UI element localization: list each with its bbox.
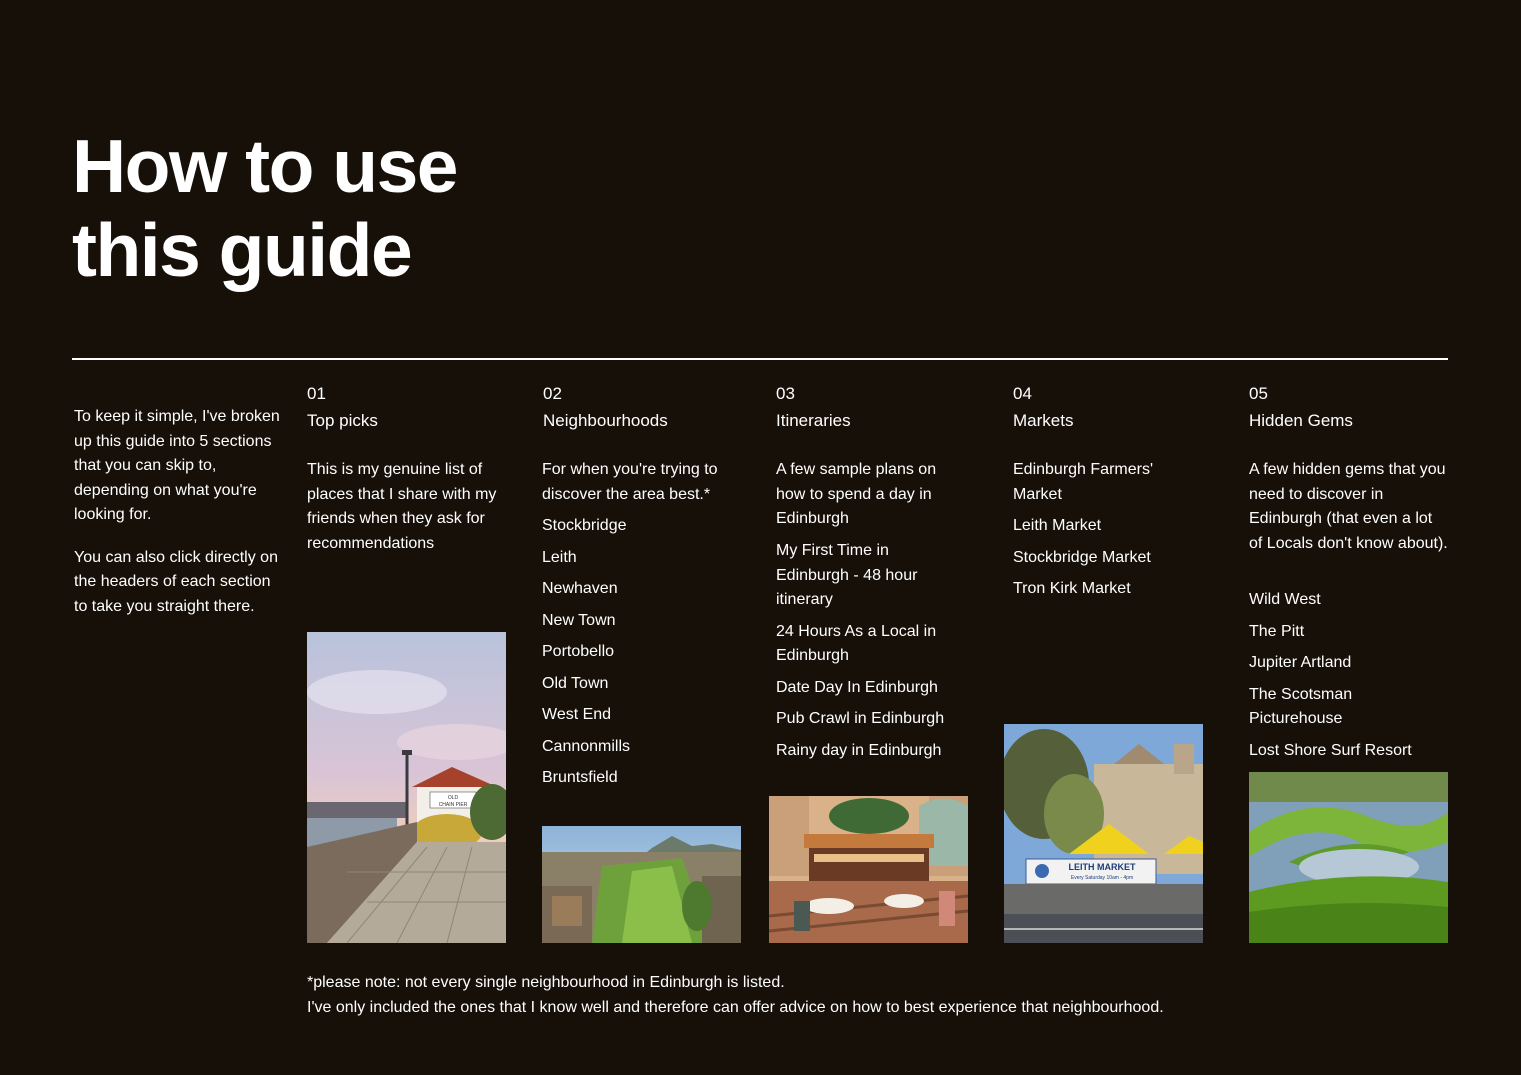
pier-sign-line-1: OLD: [447, 795, 459, 801]
section-number: 02: [543, 384, 562, 403]
list-item-new-town[interactable]: New Town: [542, 611, 616, 629]
leith-market-photo: [1004, 724, 1203, 943]
section-description: For when you're trying to discover the area best.*: [542, 461, 718, 503]
footnote-line-2: I've only included the ones that I know well and therefore can offer advice on how to best experience that neighbourhood.: [307, 999, 1164, 1016]
list-item-newhaven[interactable]: Newhaven: [542, 580, 618, 597]
section-neighbourhoods: [542, 380, 718, 786]
aerial-park-illustration: [542, 826, 741, 943]
section-hidden-gems: [1249, 380, 1448, 759]
landform-photo: [1249, 772, 1448, 943]
list-item-date-day[interactable]: Date Day In Edinburgh: [776, 678, 938, 696]
restaurant-interior-photo: [769, 796, 968, 943]
hidden-gems-list: [1249, 588, 1449, 770]
list-item-wild-west[interactable]: Wild West: [1249, 591, 1321, 608]
section-header-itineraries[interactable]: Itineraries: [776, 411, 851, 430]
section-header-hidden-gems[interactable]: Hidden Gems: [1249, 411, 1353, 430]
list-item-lost-shore[interactable]: Lost Shore Surf Resort: [1249, 741, 1412, 759]
list-item-portobello[interactable]: Portobello: [542, 643, 615, 660]
list-item-old-town[interactable]: Old Town: [542, 674, 609, 692]
pier-illustration: [307, 632, 506, 943]
section-description: A few sample plans on how to spend a day in Edinburgh: [776, 461, 937, 527]
section-header-markets[interactable]: Markets: [1013, 411, 1074, 430]
pier-sign-line-2: CHAIN PIER: [438, 802, 468, 808]
list-item-pub-crawl[interactable]: Pub Crawl in Edinburgh: [776, 710, 945, 727]
intro-paragraph-1: To keep it simple, I've broken up this guide into 5 sections that you can skip to, depending on what you're looking for.: [74, 408, 280, 523]
section-number: 04: [1013, 384, 1032, 403]
intro-paragraph-2: You can also click directly on the headers of each section to take you straight there.: [74, 548, 278, 615]
aerial-park-photo: [542, 826, 741, 943]
itinerary-list: [776, 539, 956, 770]
list-item-stockbridge[interactable]: Stockbridge: [542, 517, 627, 534]
section-number: 03: [776, 384, 795, 403]
divider: [72, 358, 1448, 360]
list-item-24-hours-local[interactable]: 24 Hours As a Local in Edinburgh: [776, 622, 937, 664]
section-description: A few hidden gems that you need to discover in Edinburgh (that even a lot of Locals don't know about).: [1249, 461, 1448, 552]
section-number: 01: [307, 384, 326, 403]
list-item-bruntsfield[interactable]: Bruntsfield: [542, 769, 618, 786]
section-itineraries: [776, 380, 945, 759]
list-item-cannonmills[interactable]: Cannonmills: [542, 737, 631, 755]
list-item-leith-market[interactable]: Leith Market: [1013, 517, 1102, 534]
neighbourhood-list: [542, 514, 747, 798]
leith-market-illustration: [1004, 724, 1203, 943]
section-header-top-picks[interactable]: Top picks: [307, 411, 378, 430]
list-item-stockbridge-market[interactable]: Stockbridge Market: [1013, 548, 1151, 566]
section-markets: [1013, 380, 1153, 597]
restaurant-interior-illustration: [769, 796, 968, 943]
page-title: [72, 124, 592, 292]
footnote: [307, 970, 1164, 1020]
section-top-picks: [307, 380, 497, 552]
intro-text: [74, 405, 284, 637]
list-item-leith[interactable]: Leith: [542, 548, 577, 566]
section-header-neighbourhoods[interactable]: Neighbourhoods: [543, 411, 668, 430]
list-item-farmers-market[interactable]: Edinburgh Farmers' Market: [1013, 461, 1153, 503]
title-line-2: this guide: [72, 208, 412, 292]
list-item-rainy-day[interactable]: Rainy day in Edinburgh: [776, 741, 942, 759]
pier-photo: [307, 632, 506, 943]
list-item-scotsman-picturehouse[interactable]: The Scotsman Picturehouse: [1249, 685, 1353, 727]
list-item-west-end[interactable]: West End: [542, 706, 612, 723]
section-number: 05: [1249, 384, 1268, 403]
list-item-jupiter-artland[interactable]: Jupiter Artland: [1249, 654, 1352, 671]
market-banner-title: LEITH MARKET: [1068, 862, 1136, 872]
footnote-line-1: *please note: not every single neighbourhood in Edinburgh is listed.: [307, 974, 785, 991]
section-description: This is my genuine list of places that I share with my friends when they ask for recommendations: [307, 461, 497, 552]
list-item-the-pitt[interactable]: The Pitt: [1249, 622, 1305, 640]
market-list: [1013, 458, 1173, 609]
list-item-tron-kirk-market[interactable]: Tron Kirk Market: [1013, 580, 1131, 597]
landform-illustration: [1249, 772, 1448, 943]
market-banner-subtitle: Every Saturday 10am - 4pm: [1070, 875, 1134, 881]
list-item-first-time[interactable]: My First Time in Edinburgh - 48 hour itinerary: [776, 542, 918, 608]
title-line-1: How to use: [72, 124, 458, 208]
